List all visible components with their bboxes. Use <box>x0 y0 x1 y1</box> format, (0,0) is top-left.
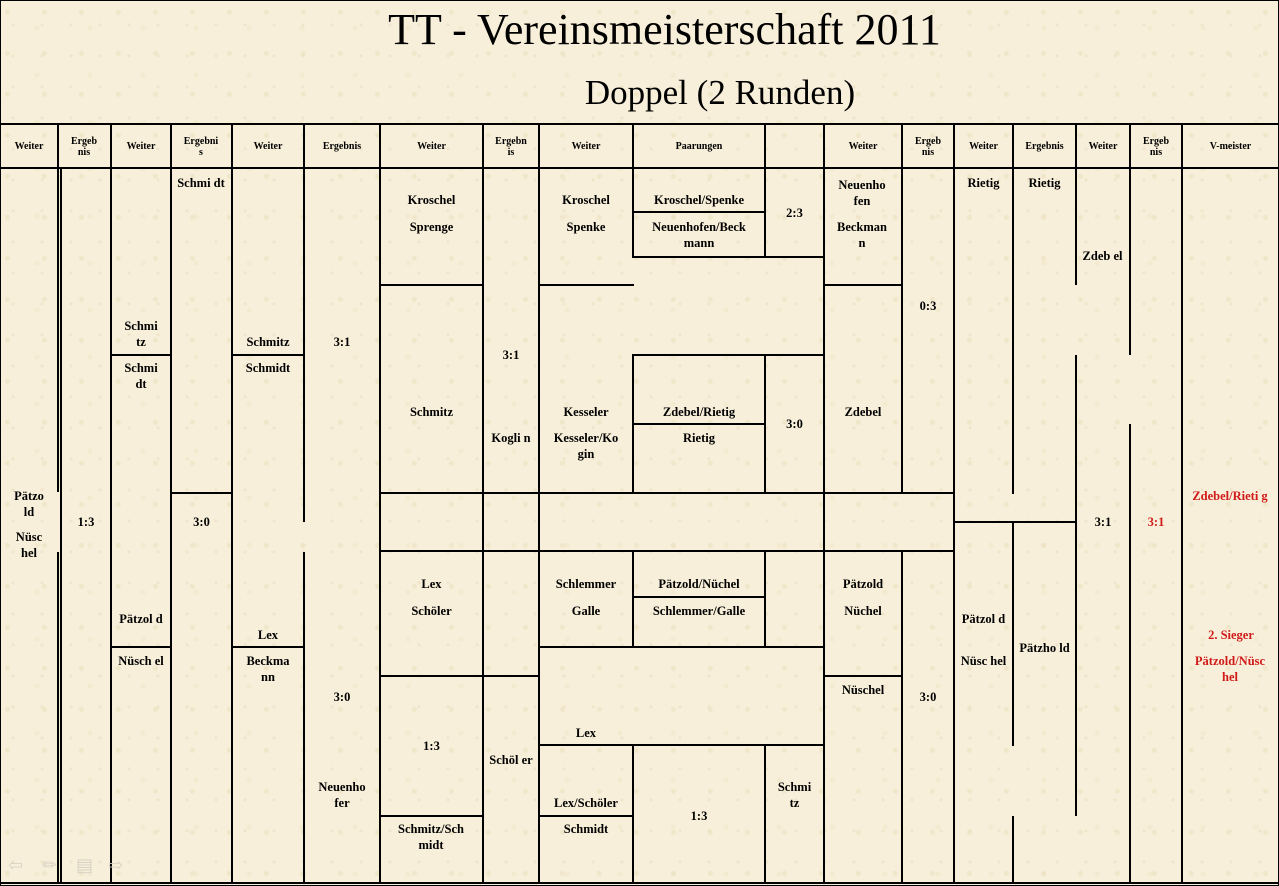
player-name: Sprenge <box>409 220 454 234</box>
player-name: Kesseler <box>563 405 609 419</box>
doubles-pair: Kesseler/Ko gin <box>553 431 619 461</box>
bottom-line <box>0 882 1279 884</box>
bracket-line <box>110 169 112 884</box>
player-name: Rietig <box>967 176 1000 190</box>
player-name: Nüsc hel <box>15 530 43 560</box>
player-name: Schlemmer <box>555 577 617 591</box>
match-score: 3:0 <box>919 690 937 704</box>
col-header: Weiter <box>253 141 283 152</box>
player-name: Lex <box>257 628 279 642</box>
bracket-line <box>538 284 634 286</box>
bracket-line <box>482 169 484 884</box>
bracket-line <box>170 492 233 494</box>
col-header: Weiter <box>14 141 44 152</box>
doubles-pair: Schlemmer/Galle <box>652 604 746 618</box>
match-score: 2:3 <box>786 206 803 220</box>
final-score: 3:1 <box>1147 515 1165 529</box>
match-score: 3:0 <box>786 417 803 431</box>
arrow-left-icon[interactable]: ⇦ <box>8 855 24 875</box>
player-name: Schmi dt <box>177 176 225 190</box>
bracket-line <box>823 675 903 677</box>
player-name: Schöl er <box>489 753 533 767</box>
bracket-line <box>764 745 766 884</box>
bracket-line <box>823 284 903 286</box>
col-header: Ergeb nis <box>914 136 942 158</box>
doubles-pair: Lex/Schöler <box>554 796 618 810</box>
bracket-line <box>953 169 955 884</box>
player-name: Kroschel <box>407 193 456 207</box>
bracket-line <box>632 354 825 356</box>
bracket-line <box>538 815 634 817</box>
col-header: Ergebn is <box>495 136 527 158</box>
second-place-pair: Pätzold/Nüsc hel <box>1194 654 1266 684</box>
col-header: Ergebni s <box>183 136 219 158</box>
player-name: Schöler <box>411 604 452 618</box>
player-name: Galle <box>571 604 601 618</box>
match-score: 3:0 <box>333 690 351 704</box>
bracket-line <box>632 552 634 647</box>
player-name: Rietig <box>1028 176 1061 190</box>
player-name: Schmidt <box>563 822 609 836</box>
bracket-line <box>1075 169 1077 285</box>
col-header: V-meister <box>1209 141 1252 152</box>
page-title: TT - Vereinsmeisterschaft 2011 <box>388 5 941 54</box>
match-score: 3:1 <box>502 348 520 362</box>
page-subtitle: Doppel (2 Runden) <box>584 73 856 112</box>
doubles-pair: Kroschel/Spenke <box>653 193 745 207</box>
second-place-label: 2. Sieger <box>1208 628 1254 642</box>
bracket-line <box>379 284 484 286</box>
player-name: Pätzold <box>842 577 884 591</box>
col-header: Ergeb nis <box>70 136 98 158</box>
col-header: Weiter <box>571 141 601 152</box>
player-name: Schmitz <box>246 335 290 349</box>
player-name: Schmidt <box>245 361 291 375</box>
bracket-line <box>1012 169 1014 494</box>
header-bottom-line <box>0 167 1279 169</box>
pen-icon[interactable]: ✏ <box>42 855 58 875</box>
doubles-pair: Zdebel/Rietig <box>662 405 736 419</box>
bracket-line <box>231 169 233 884</box>
bracket-line <box>823 169 825 884</box>
player-name: Nüschel <box>841 683 885 697</box>
match-score: 3:0 <box>193 515 210 529</box>
bracket-line <box>379 550 955 552</box>
bracket-line <box>538 744 825 746</box>
player-name: Lex <box>575 726 597 740</box>
player-name: Neuenho fer <box>318 780 366 810</box>
col-header: Weiter <box>1088 141 1118 152</box>
bracket-line <box>901 169 903 494</box>
bracket-line <box>632 169 634 257</box>
bracket-line <box>379 815 484 817</box>
bracket-line <box>303 552 305 884</box>
player-name: Nüsch el <box>118 654 164 668</box>
bracket-line <box>231 646 305 648</box>
bracket-line <box>632 211 766 213</box>
col-header: Paarungen <box>675 141 723 152</box>
player-name: Nüchel <box>844 604 882 618</box>
match-score: 1:3 <box>77 515 95 529</box>
col-header: Weiter <box>848 141 878 152</box>
match-score: 1:3 <box>423 739 440 753</box>
player-name: Pätzho ld <box>1019 641 1070 655</box>
bracket-line <box>953 521 1077 523</box>
bracket-line <box>632 256 825 258</box>
bracket-line <box>379 492 955 494</box>
player-name: Zdeb el <box>1082 249 1123 263</box>
player-name: Lex <box>421 577 442 591</box>
menu-icon[interactable]: ▤ <box>76 855 94 875</box>
bracket-line <box>1012 816 1014 884</box>
player-name: Schmitz <box>409 405 454 419</box>
player-name: Neuenho fen <box>838 178 886 208</box>
header-top-line <box>0 123 1279 125</box>
bracket-line <box>1012 522 1014 746</box>
player-name: Pätzo ld <box>14 489 44 519</box>
match-score: 3:1 <box>1094 515 1112 529</box>
player-name: Schmi tz <box>777 780 812 810</box>
col-header: Ergebnis <box>322 141 362 152</box>
player-name: Nüsc hel <box>960 654 1007 668</box>
bracket-line <box>379 675 540 677</box>
player-name: Schmi dt <box>124 361 158 391</box>
bracket-line <box>632 596 766 598</box>
bracket-line <box>110 354 172 356</box>
match-score: 0:3 <box>919 299 937 313</box>
bracket-line <box>1181 169 1183 884</box>
doubles-pair: Pätzold/Nüchel <box>658 577 740 591</box>
player-name: Pätzol d <box>961 612 1006 626</box>
col-header: Weiter <box>417 141 446 152</box>
bracket-line <box>764 552 766 647</box>
player-name: Beckman n <box>837 220 887 250</box>
match-score: 3:1 <box>333 335 351 349</box>
col-header: Ergeb nis <box>1142 136 1170 158</box>
arrow-right-icon[interactable]: ⇨ <box>108 855 124 875</box>
bracket-line <box>231 354 305 356</box>
bracket-line <box>1129 424 1131 884</box>
bracket-line <box>110 646 172 648</box>
col-header: Ergebnis <box>1025 141 1064 152</box>
bracket-line <box>538 169 540 884</box>
player-name: Zdebel <box>844 405 882 419</box>
champion-pair: Zdebel/Rieti g <box>1192 489 1268 503</box>
bracket-line <box>57 169 59 492</box>
doubles-pair: Schmitz/Sch midt <box>398 822 464 852</box>
player-name: Kogli n <box>491 431 531 445</box>
player-name: Pätzol d <box>119 612 163 626</box>
doubles-pair: Neuenhofen/Beck mann <box>652 220 746 250</box>
bracket-line <box>379 169 381 884</box>
bracket-line <box>57 552 59 884</box>
col-header: Weiter <box>969 141 998 152</box>
bracket-line <box>1075 355 1077 816</box>
bracket-line <box>538 646 825 648</box>
match-score: 1:3 <box>690 809 708 823</box>
bracket-line <box>1129 169 1131 355</box>
player-name: Beckma nn <box>246 654 290 684</box>
bracket-line <box>901 552 903 884</box>
player-name: Rietig <box>683 431 715 445</box>
player-name: Schmi tz <box>124 319 158 349</box>
bracket-line <box>632 423 766 425</box>
player-name: Kroschel <box>562 193 610 207</box>
player-name: Spenke <box>566 220 606 234</box>
col-header: Weiter <box>126 141 156 152</box>
